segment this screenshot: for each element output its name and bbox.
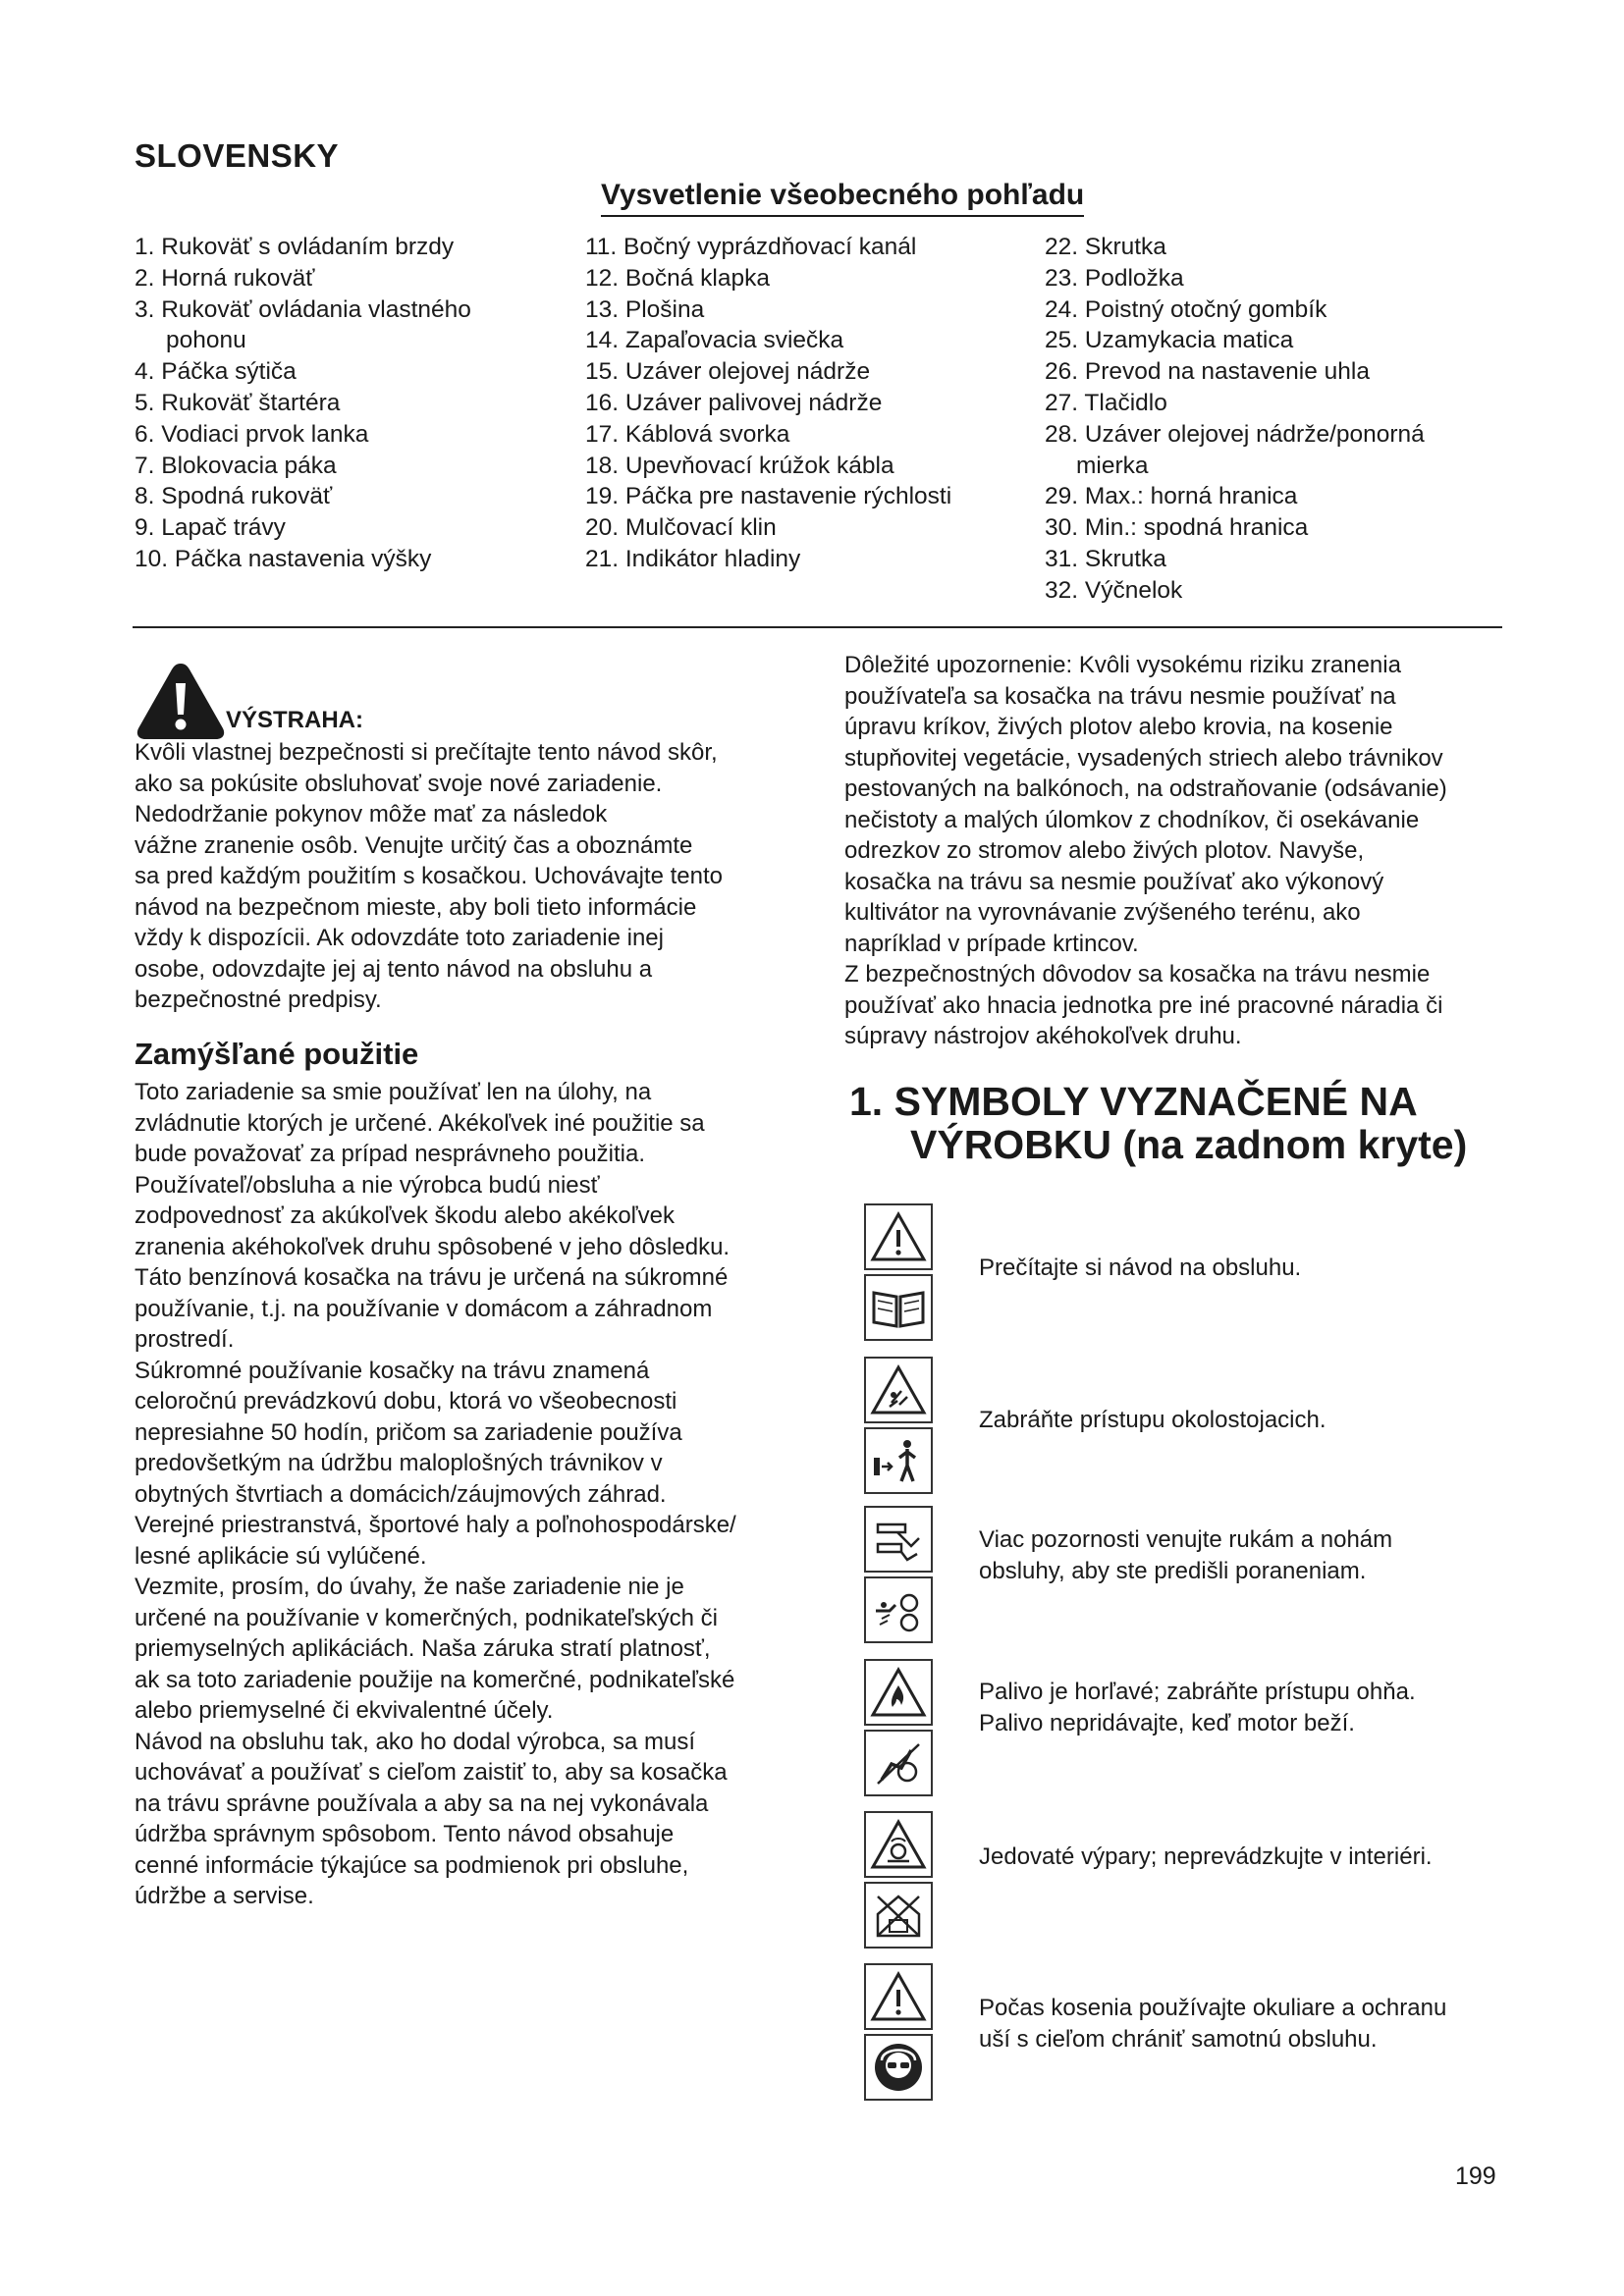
symbols-heading-line-1: 1. SYMBOLY VYZNAČENÉ NA <box>849 1079 1418 1124</box>
warning-triangle-icon <box>864 1203 933 1270</box>
text-line: údržbe a servise. <box>135 1883 314 1909</box>
symbol-group-6 <box>864 1963 937 2105</box>
no-refuel-running-icon <box>864 1730 933 1796</box>
text-line: alebo priemyselné či ekvivalentné účely. <box>135 1697 554 1724</box>
text-line: stupňovitej vegetácie, vysadených striech alebo trávnikov <box>844 744 1443 772</box>
overview-title: Vysvetlenie všeobecného pohľadu <box>601 179 1084 217</box>
text-line: Návod na obsluhu tak, ako ho dodal výrobca, sa musí <box>135 1728 696 1755</box>
list-item: 5. Rukoväť štartéra <box>135 389 341 416</box>
text-line: prostredí. <box>135 1326 235 1353</box>
text-line: Verejné priestranstvá, športové haly a poľnohospodárske/ <box>135 1512 736 1538</box>
text-line: Súkromné používanie kosačky na trávu znamená <box>135 1357 650 1384</box>
list-item: 32. Výčnelok <box>1045 576 1183 604</box>
symbol-group-2 <box>864 1357 937 1498</box>
text-line: Prečítajte si návod na obsluhu. <box>979 1255 1302 1281</box>
text-line: údržba správnym spôsobom. Tento návod obsahuje <box>135 1821 675 1847</box>
list-item: 8. Spodná rukoväť <box>135 483 333 510</box>
text-line: uchovávať a používať s cieľom zaistiť to, aby sa kosačka <box>135 1759 728 1786</box>
text-line: Dôležité upozornenie: Kvôli vysokému riziku zranenia <box>844 652 1401 678</box>
symbol-description-6 <box>979 1993 1529 2055</box>
list-item: 19. Páčka pre nastavenie rýchlosti <box>585 483 952 510</box>
symbol-group-4 <box>864 1659 937 1800</box>
warning-text <box>135 737 812 1016</box>
text-line: Počas kosenia používajte okuliare a ochranu <box>979 1995 1447 2021</box>
foot-blade-hazard-icon <box>864 1576 933 1643</box>
symbols-heading <box>849 1080 1517 1166</box>
text-line: pestovaných na balkónoch, na odstraňovanie (odsávanie) <box>844 775 1447 802</box>
parts-list-column-3 <box>1045 232 1425 607</box>
symbol-group-1 <box>864 1203 937 1345</box>
text-line: Kvôli vlastnej bezpečnosti si prečítajte tento návod skôr, <box>135 739 718 766</box>
list-item: 22. Skrutka <box>1045 234 1166 260</box>
list-item: 6. Vodiaci prvok lanka <box>135 420 369 448</box>
text-line: vždy k dispozícii. Ak odovzdáte toto zariadenie inej <box>135 925 664 951</box>
text-line: bezpečnostné predpisy. <box>135 987 382 1013</box>
text-line: Toto zariadenie sa smie používať len na úlohy, na <box>135 1079 652 1105</box>
text-line: zvládnutie ktorých je určené. Akékoľvek iné použitie sa <box>135 1109 705 1137</box>
text-line: obytných štvrtiach a domácich/záujmových záhrad. <box>135 1480 667 1508</box>
list-item: 18. Upevňovací krúžok kábla <box>585 452 894 479</box>
section-divider <box>133 626 1502 628</box>
eye-ear-protection-icon <box>864 2034 933 2101</box>
text-line: návod na bezpečnom mieste, aby boli tieto informácie <box>135 893 697 921</box>
text-line: lesné aplikácie sú vylúčené. <box>135 1542 427 1570</box>
text-line: Vezmite, prosím, do úvahy, že naše zariadenie nie je <box>135 1574 684 1600</box>
text-line: obsluhy, aby ste predišli poraneniam. <box>979 1557 1367 1584</box>
list-item: 16. Uzáver palivovej nádrže <box>585 389 883 416</box>
symbol-description-4 <box>979 1677 1529 1738</box>
warning-label: VÝSTRAHA: <box>226 707 364 733</box>
text-line: na trávu správne používala a aby sa na nej vykonávala <box>135 1789 709 1817</box>
text-line: celoročnú prevádzkovú dobu, ktorá vo všeobecnosti <box>135 1388 677 1415</box>
text-line: ak sa toto zariadenie použije na komerčné, podnikateľské <box>135 1666 735 1693</box>
keep-bystanders-away-icon <box>864 1427 933 1494</box>
text-line: Z bezpečnostných dôvodov sa kosačka na trávu nesmie <box>844 961 1431 988</box>
warning-triangle-icon <box>135 660 227 742</box>
text-line: Palivo nepridávajte, keď motor beží. <box>979 1709 1355 1736</box>
list-item: 23. Podložka <box>1045 264 1184 292</box>
thrown-objects-warning-icon <box>864 1357 933 1423</box>
text-line: Táto benzínová kosačka na trávu je určená na súkromné <box>135 1264 729 1291</box>
text-line: určené na používanie v komerčných, podnikateľských či <box>135 1604 718 1631</box>
list-item: 27. Tlačidlo <box>1045 389 1167 416</box>
open-book-icon <box>864 1274 933 1341</box>
list-item: 4. Páčka sýtiča <box>135 358 297 386</box>
list-item: 2. Horná rukoväť <box>135 264 315 292</box>
text-line: predovšetkým na údržbu maloplošných trávnikov v <box>135 1450 663 1476</box>
symbol-group-5 <box>864 1811 937 1952</box>
list-item: 13. Plošina <box>585 295 705 323</box>
list-item: 25. Uzamykacia matica <box>1045 327 1294 354</box>
text-line: napríklad v prípade krtincov. <box>844 930 1139 957</box>
list-item: 12. Bočná klapka <box>585 264 770 292</box>
text-line: zodpovednosť za akúkoľvek škodu alebo akékoľvek <box>135 1202 676 1229</box>
text-line: uší s cieľom chrániť samotnú obsluhu. <box>979 2025 1378 2053</box>
text-line: bude považovať za prípad nesprávneho použitia. <box>135 1141 646 1167</box>
list-item: 30. Min.: spodná hranica <box>1045 514 1309 542</box>
parts-list-column-1 <box>135 232 471 575</box>
symbol-description-2 <box>979 1405 1529 1436</box>
text-line: používanie, t.j. na používanie v domácom a záhradnom <box>135 1295 713 1322</box>
hand-blade-hazard-icon <box>864 1506 933 1573</box>
list-item: 1. Rukoväť s ovládaním brzdy <box>135 234 455 260</box>
list-item: 28. Uzáver olejovej nádrže/ponorná <box>1045 420 1425 448</box>
language-heading: SLOVENSKY <box>135 137 340 174</box>
list-item-continuation: pohonu <box>166 327 246 354</box>
list-item: 10. Páčka nastavenia výšky <box>135 545 432 572</box>
text-line: úpravu kríkov, živých plotov alebo krovia, na kosenie <box>844 714 1393 740</box>
text-line: nečistoty a malých úlomkov z chodníkov, či osekávanie <box>844 806 1420 833</box>
text-line: ako sa pokúsite obsluhovať svoje nové zariadenie. <box>135 770 663 797</box>
text-line: sa pred každým použitím s kosačkou. Uchovávajte tento <box>135 863 723 889</box>
symbol-description-5 <box>979 1842 1529 1873</box>
text-line: používateľa sa kosačka na trávu nesmie používať na <box>844 682 1396 710</box>
text-line: Viac pozornosti venujte rukám a nohám <box>979 1526 1393 1553</box>
fire-warning-icon <box>864 1659 933 1726</box>
list-item: 17. Káblová svorka <box>585 420 790 448</box>
text-line: kultivátor na vyrovnávanie zvýšeného terénu, ako <box>844 899 1361 926</box>
text-line: odrezkov zo stromov alebo živých plotov. Navyše, <box>844 837 1365 864</box>
list-item: 7. Blokovacia páka <box>135 452 337 479</box>
text-line: Nedodržanie pokynov môže mať za následok <box>135 801 608 828</box>
text-line: vážne zranenie osôb. Venujte určitý čas a oboznámte <box>135 831 693 859</box>
list-item: 3. Rukoväť ovládania vlastného <box>135 295 471 323</box>
text-line: Používateľ/obsluha a nie výrobca budú niesť <box>135 1171 600 1199</box>
list-item: 29. Max.: horná hranica <box>1045 483 1298 510</box>
list-item: 9. Lapač trávy <box>135 514 286 542</box>
text-line: Jedovaté výpary; neprevádzkujte v interiéri. <box>979 1843 1433 1870</box>
warning-triangle-icon <box>864 1963 933 2030</box>
text-line: Zabráňte prístupu okolostojacich. <box>979 1407 1326 1433</box>
text-line: Palivo je horľavé; zabráňte prístupu ohňa. <box>979 1679 1416 1705</box>
list-item: 15. Uzáver olejovej nádrže <box>585 358 871 386</box>
list-item: 24. Poistný otočný gombík <box>1045 295 1327 323</box>
text-line: súpravy nástrojov akéhokoľvek druhu. <box>844 1023 1242 1049</box>
symbols-heading-line-2: VÝROBKU (na zadnom kryte) <box>910 1122 1468 1167</box>
list-item: 26. Prevod na nastavenie uhla <box>1045 358 1370 386</box>
list-item: 21. Indikátor hladiny <box>585 545 801 572</box>
important-note-text <box>844 650 1512 1052</box>
no-indoor-use-icon <box>864 1882 933 1949</box>
list-item: 14. Zapaľovacia sviečka <box>585 327 844 354</box>
symbol-group-3 <box>864 1506 937 1647</box>
text-line: zranenia akéhokoľvek druhu spôsobené v jeho dôsledku. <box>135 1233 731 1260</box>
list-item: 11. Bočný vyprázdňovací kanál <box>585 234 917 260</box>
symbol-description-1 <box>979 1253 1529 1284</box>
toxic-fumes-warning-icon <box>864 1811 933 1878</box>
text-line: kosačka na trávu sa nesmie používať ako výkonový <box>844 868 1384 895</box>
text-line: osobe, odovzdajte jej aj tento návod na obsluhu a <box>135 955 653 983</box>
list-item: 20. Mulčovací klin <box>585 514 777 542</box>
symbol-description-3 <box>979 1524 1529 1586</box>
parts-list-column-2 <box>585 232 951 575</box>
list-item-continuation: mierka <box>1076 452 1149 479</box>
text-line: používať ako hnacia jednotka pre iné pracovné náradia či <box>844 991 1443 1019</box>
text-line: priemyselných aplikáciách. Naša záruka stratí platnosť, <box>135 1635 711 1662</box>
list-item: 31. Skrutka <box>1045 545 1166 572</box>
intended-use-heading: Zamýšľané použitie <box>135 1037 419 1071</box>
text-line: cenné informácie týkajúce sa podmienok pri obsluhe, <box>135 1851 689 1879</box>
page-number: 199 <box>1455 2163 1496 2190</box>
intended-use-text <box>135 1077 812 1912</box>
text-line: nepresiahne 50 hodín, pričom sa zariadenie používa <box>135 1418 682 1446</box>
